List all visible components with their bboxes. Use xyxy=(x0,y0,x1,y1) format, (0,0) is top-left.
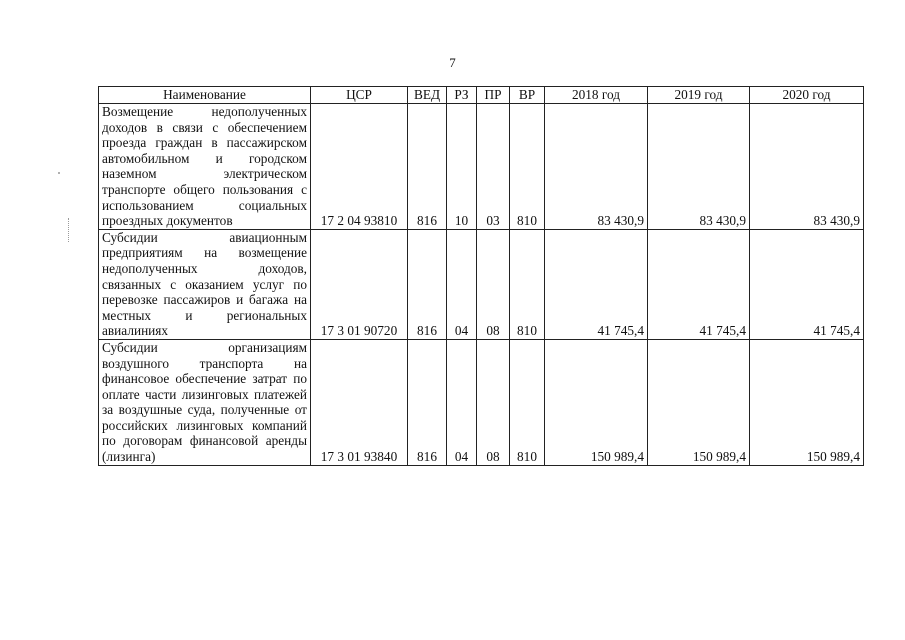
row-csr: 17 3 01 93840 xyxy=(311,339,408,465)
row-2019: 150 989,4 xyxy=(648,339,750,465)
budget-table xyxy=(98,86,864,466)
row-name: Субсидии организациям воздушного транспорта на финансовое обеспечение затрат по оплате части лизинговых платежей за воздушные суда, полученные от российских лизинговых компаний по договорам финансовой аренды (лизинга) xyxy=(99,339,311,465)
header-pr: ПР xyxy=(477,87,510,104)
row-ved: 816 xyxy=(408,339,447,465)
table-header-row xyxy=(99,87,864,104)
scan-artifact-dot xyxy=(58,172,60,174)
header-2019: 2019 год xyxy=(648,87,750,104)
row-vr: 810 xyxy=(510,104,545,230)
table-row xyxy=(99,339,864,465)
row-2020: 41 745,4 xyxy=(750,229,864,339)
page-number: 7 xyxy=(449,55,456,70)
row-rz: 04 xyxy=(447,229,477,339)
row-name: Возмещение недополученных доходов в связи с обеспечением проезда граждан в пассажирском автомобильном и городском наземном электрическом транспорте общего пользования с использованием социальных проездных документов xyxy=(99,104,311,230)
row-2020: 150 989,4 xyxy=(750,339,864,465)
row-ved: 816 xyxy=(408,229,447,339)
row-2018: 150 989,4 xyxy=(545,339,648,465)
header-ved: ВЕД xyxy=(408,87,447,104)
scan-artifact-mark xyxy=(68,218,72,242)
row-rz: 10 xyxy=(447,104,477,230)
row-vr: 810 xyxy=(510,229,545,339)
row-csr: 17 3 01 90720 xyxy=(311,229,408,339)
table-row xyxy=(99,229,864,339)
row-name: Субсидии авиационным предприятиям на возмещение недополученных доходов, связанных с оказанием услуг по перевозке пассажиров и багажа на местных и региональных авиалиниях xyxy=(99,229,311,339)
row-ved: 816 xyxy=(408,104,447,230)
header-2020: 2020 год xyxy=(750,87,864,104)
header-name: Наименование xyxy=(99,87,311,104)
header-rz: РЗ xyxy=(447,87,477,104)
row-csr: 17 2 04 93810 xyxy=(311,104,408,230)
row-2018: 83 430,9 xyxy=(545,104,648,230)
row-rz: 04 xyxy=(447,339,477,465)
header-vr: ВР xyxy=(510,87,545,104)
row-2019: 41 745,4 xyxy=(648,229,750,339)
row-pr: 03 xyxy=(477,104,510,230)
header-2018: 2018 год xyxy=(545,87,648,104)
row-pr: 08 xyxy=(477,229,510,339)
row-pr: 08 xyxy=(477,339,510,465)
row-vr: 810 xyxy=(510,339,545,465)
row-2019: 83 430,9 xyxy=(648,104,750,230)
row-2020: 83 430,9 xyxy=(750,104,864,230)
header-csr: ЦСР xyxy=(311,87,408,104)
table-row xyxy=(99,104,864,230)
row-2018: 41 745,4 xyxy=(545,229,648,339)
